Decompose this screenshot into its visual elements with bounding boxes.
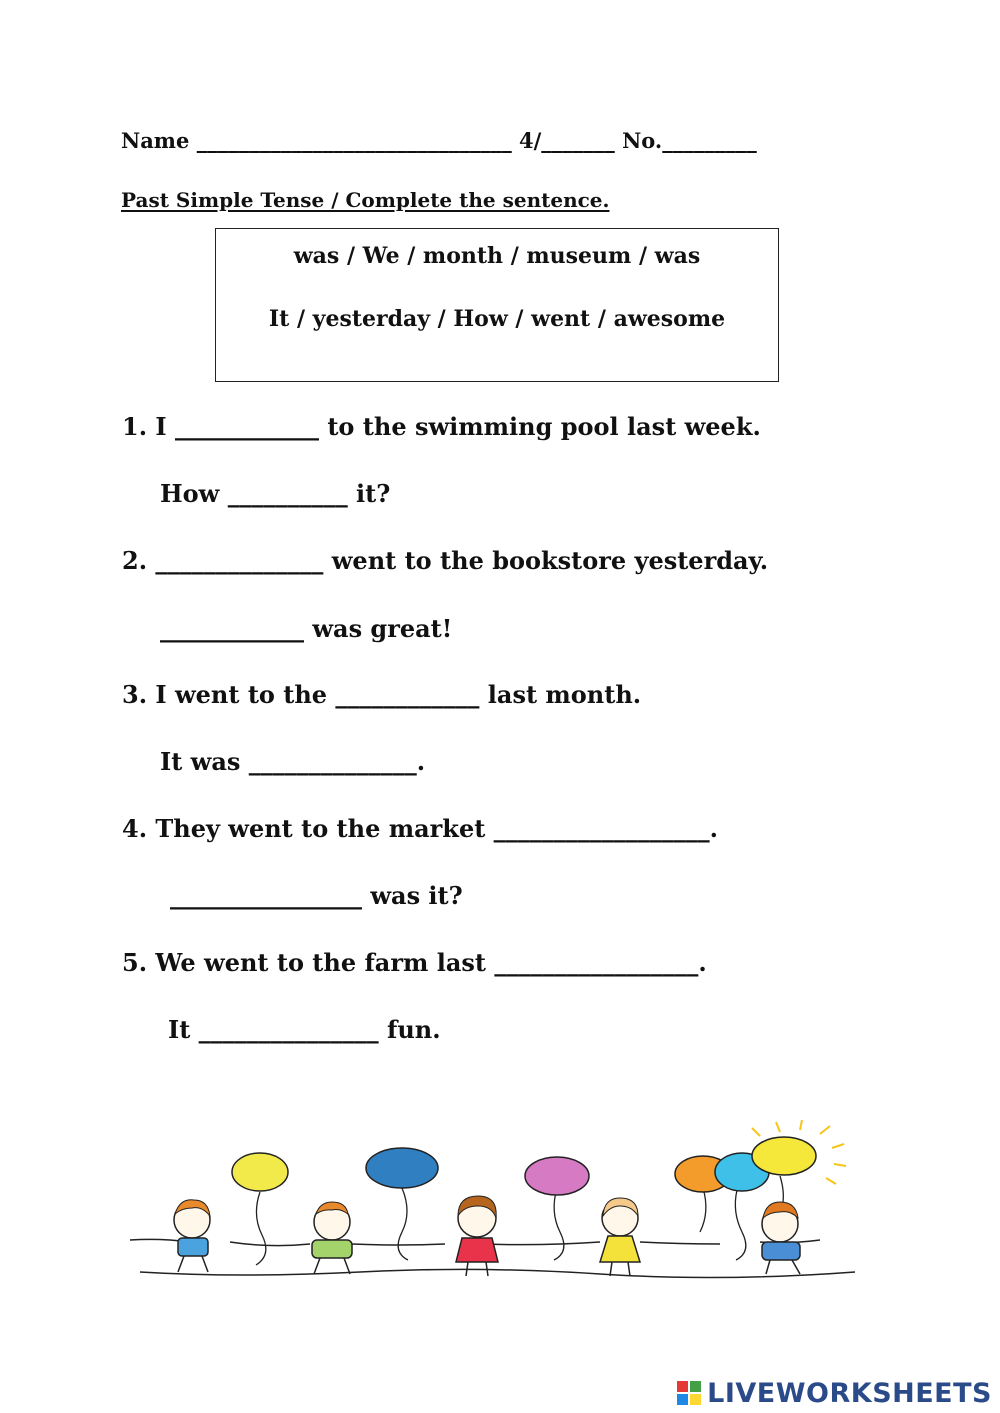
name-number-line: Name ______________________________ 4/_______ No._________ (121, 128, 757, 153)
child-5 (762, 1202, 800, 1274)
child-1 (174, 1200, 210, 1272)
liveworksheets-badge-icon (677, 1381, 701, 1405)
balloon-yellow-2 (752, 1137, 816, 1175)
liveworksheets-logo (677, 1376, 992, 1410)
question-2-line-2: ____________ was great! (160, 614, 453, 643)
child-4 (600, 1198, 640, 1276)
balloon-blue (366, 1148, 438, 1188)
question-5-line-2: It _______________ fun. (168, 1015, 441, 1044)
word-bank-row-2: It / yesterday / How / went / awesome (268, 306, 726, 332)
question-1-line-1: 1. I ____________ to the swimming pool last week. (122, 412, 761, 441)
question-1-line-2: How __________ it? (160, 479, 391, 508)
question-4-line-1: 4. They went to the market __________________. (122, 814, 719, 843)
question-2-line-1: 2. ______________ went to the bookstore yesterday. (122, 546, 769, 575)
children-balloons-illustration (120, 1120, 860, 1290)
question-3-line-1: 3. I went to the ____________ last month. (122, 680, 642, 709)
question-4-line-2: ________________ was it? (170, 881, 463, 910)
balloon-pink (525, 1157, 589, 1195)
question-3-line-2: It was ______________. (160, 747, 426, 776)
word-bank-box (215, 228, 779, 382)
balloon-yellow-1 (232, 1153, 288, 1191)
liveworksheets-brand-text: LIVEWORKSHEETS (707, 1377, 992, 1409)
child-2 (312, 1202, 352, 1274)
question-5-line-1: 5. We went to the farm last _________________. (122, 948, 707, 977)
child-3 (456, 1196, 498, 1276)
instruction-heading: Past Simple Tense / Complete the sentence. (121, 188, 610, 212)
word-bank-row-1: was / We / month / museum / was (293, 243, 701, 269)
